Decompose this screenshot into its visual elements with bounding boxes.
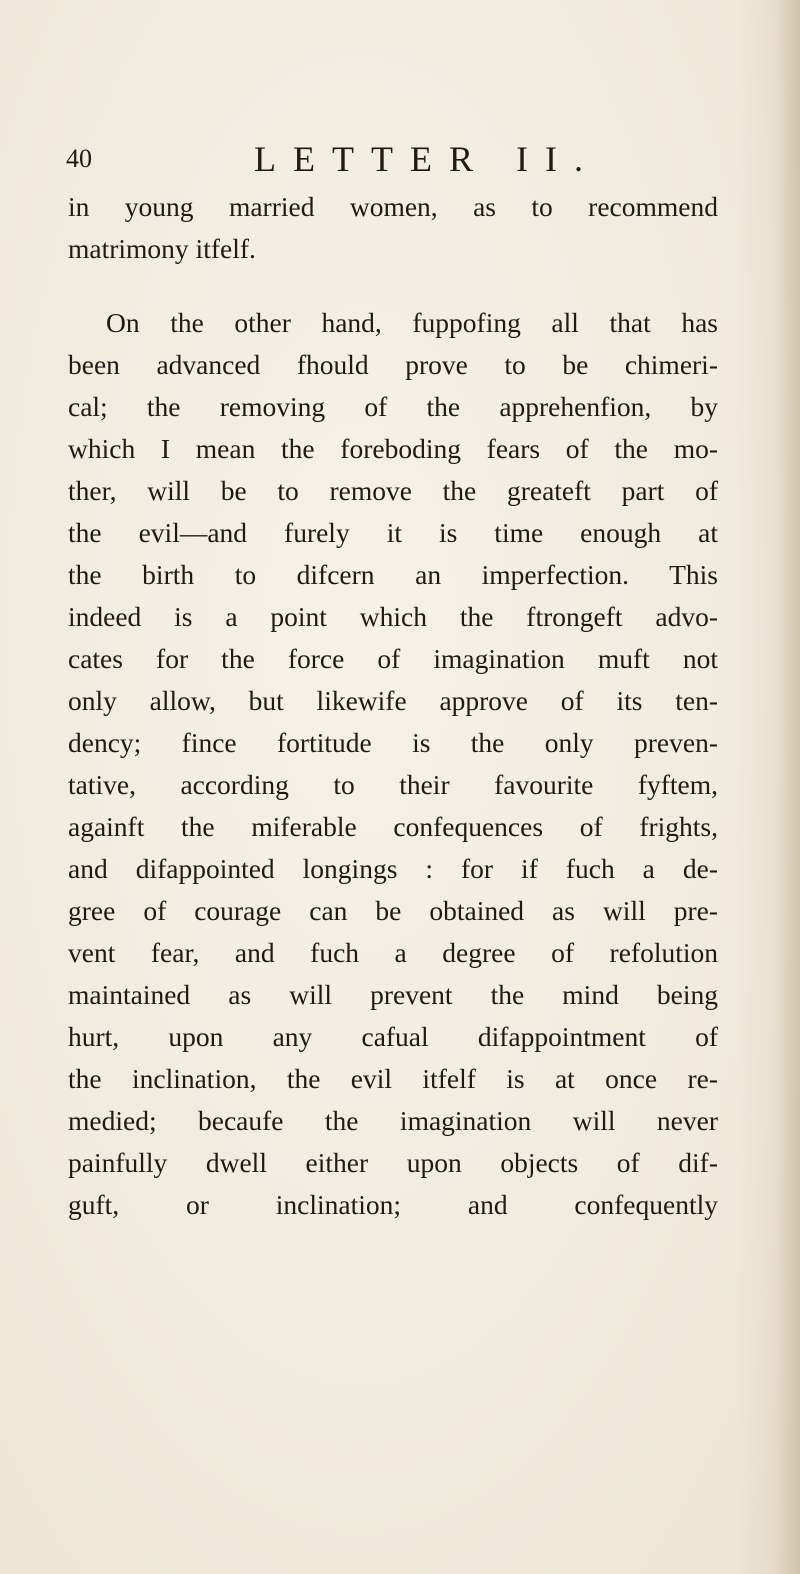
text-line: in young married women, as to recommend (68, 191, 718, 222)
text-line: guft, or inclination; and confequently (68, 1189, 718, 1220)
text-line: againft the miferable confequences of frights, (68, 811, 718, 842)
page-edge-shadow (774, 0, 800, 1574)
text-line: maintained as will prevent the mind being (68, 979, 718, 1010)
text-line: been advanced fhould prove to be chimeri- (68, 349, 718, 380)
text-line: dency; fince fortitude is the only preven- (68, 727, 718, 758)
paragraph-gap (68, 270, 718, 302)
page-number: 40 (66, 144, 92, 173)
text-line: medied; becaufe the imagination will never (68, 1105, 718, 1136)
text-line: indeed is a point which the ftrongeft advo- (68, 601, 718, 632)
text-line: gree of courage can be obtained as will pre- (68, 895, 718, 926)
text-line: matrimony itfelf. (68, 233, 256, 264)
body-text (68, 186, 718, 1226)
page-header (66, 138, 626, 178)
text-line: cates for the force of imagination muft not (68, 643, 718, 674)
text-line: On the other hand, fuppofing all that has (106, 307, 718, 338)
text-line: the inclination, the evil itfelf is at once re- (68, 1063, 718, 1094)
text-line: the birth to difcern an imperfection. This (68, 559, 718, 590)
text-line: which I mean the foreboding fears of the mo- (68, 433, 718, 464)
text-line: the evil—and furely it is time enough at (68, 517, 718, 548)
text-line: and difappointed longings : for if fuch a de- (68, 853, 718, 884)
text-line: tative, according to their favourite fyftem, (68, 769, 718, 800)
text-line: only allow, but likewife approve of its ten- (68, 685, 718, 716)
text-line: ther, will be to remove the greateft part of (68, 475, 718, 506)
text-line: cal; the removing of the apprehenfion, by (68, 391, 718, 422)
text-line: hurt, upon any cafual difappointment of (68, 1021, 718, 1052)
text-line: painfully dwell either upon objects of dif- (68, 1147, 718, 1178)
running-title: LETTER II. (254, 139, 600, 179)
text-line: vent fear, and fuch a degree of refolution (68, 937, 718, 968)
